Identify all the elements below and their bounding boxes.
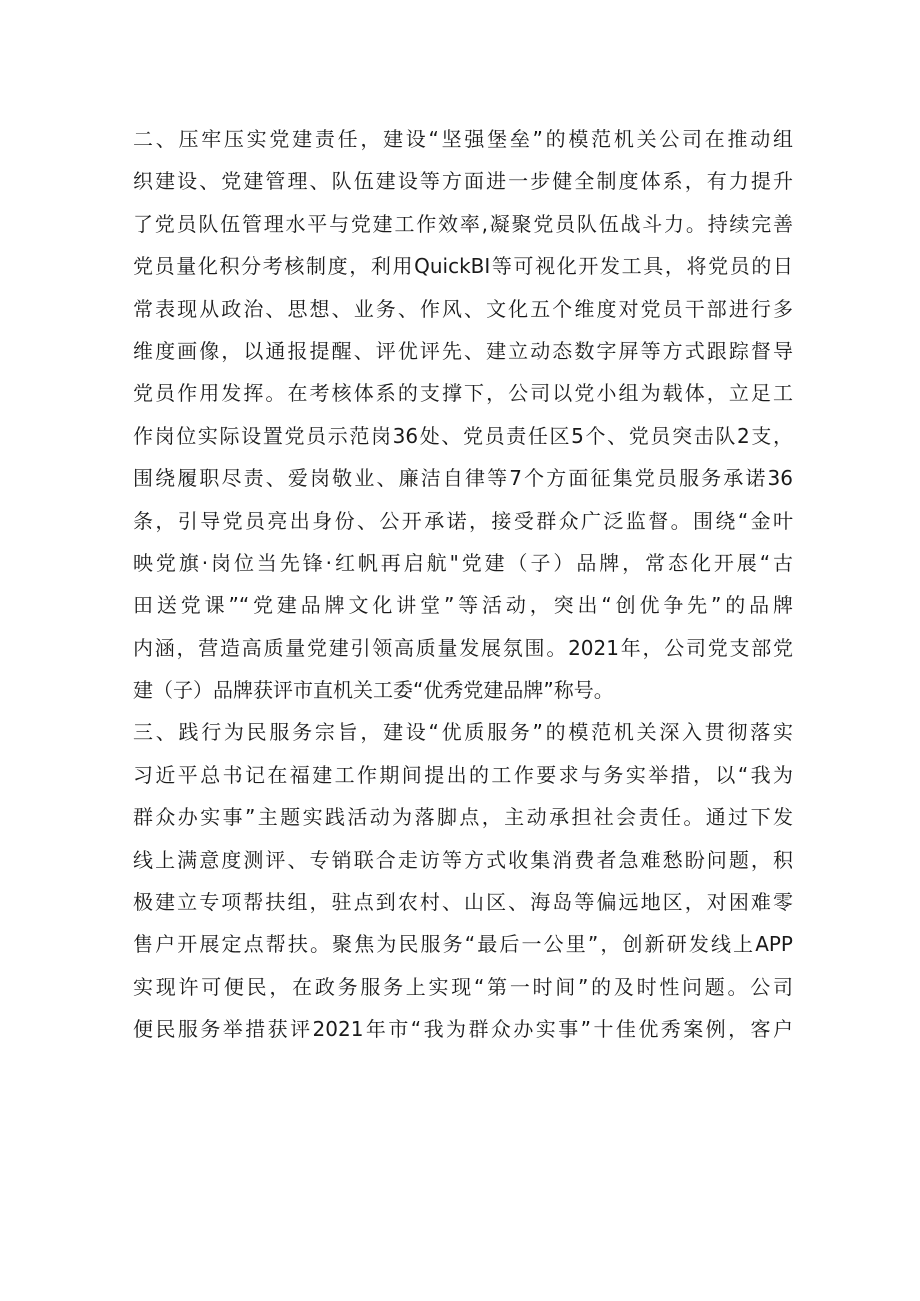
text-line: 二、压牢压实党建责任，建设“坚强堡垒”的模范机关公司在推动组 [133, 127, 793, 151]
text-line: 常表现从政治、思想、业务、作风、文化五个维度对党员干部进行多 [133, 296, 793, 321]
text-line: 维度画像，以通报提醒、评优评先、建立动态数字屏等方式跟踪督导 [133, 338, 793, 363]
text-line: 极建立专项帮扶组，驻点到农村、山区、海岛等偏远地区，对困难零 [133, 890, 793, 915]
text-line: 党员量化积分考核制度，利用QuickBI等可视化开发工具，将党员的日 [133, 254, 793, 279]
text-line: 便民服务举措获评2021年市“我为群众办实事”十佳优秀案例，客户 [133, 1017, 793, 1042]
text-line: 党员作用发挥。在考核体系的支撑下，公司以党小组为载体，立足工 [133, 381, 793, 406]
paragraph-public-service [133, 711, 793, 1050]
paragraph-party-building [133, 118, 793, 711]
text-line: 线上满意度测评、专销联合走访等方式收集消费者急难愁盼问题，积 [133, 847, 793, 872]
text-line: 作岗位实际设置党员示范岗36处、党员责任区5个、党员突击队2支， [133, 423, 793, 448]
text-line: 群众办实事”主题实践活动为落脚点，主动承担社会责任。通过下发 [133, 805, 793, 830]
text-line: 三、践行为民服务宗旨，建设“优质服务”的模范机关深入贯彻落实 [133, 720, 793, 745]
text-line: 了党员队伍管理水平与党建工作效率,凝聚党员队伍战斗力。持续完善 [133, 211, 793, 236]
text-line: 映党旗·岗位当先锋·红帆再启航"党建（子）品牌，常态化开展“古 [133, 550, 793, 575]
text-line: 田送党课”“党建品牌文化讲堂”等活动，突出“创优争先”的品牌 [133, 593, 793, 618]
text-line: 织建设、党建管理、队伍建设等方面进一步健全制度体系，有力提升 [133, 169, 793, 194]
text-line: 内涵，营造高质量党建引领高质量发展氛围。2021年，公司党支部党 [133, 635, 793, 660]
text-line: 条，引导党员亮出身份、公开承诺，接受群众广泛监督。围绕“金叶 [133, 508, 793, 533]
text-line: 售户开展定点帮扶。聚焦为民服务“最后一公里”，创新研发线上APP [133, 932, 793, 957]
text-line: 围绕履职尽责、爱岗敬业、廉洁自律等7个方面征集党员服务承诺36 [133, 466, 793, 491]
text-line: 实现许可便民，在政务服务上实现“第一时间”的及时性问题。公司 [133, 974, 793, 999]
text-line: 建（子）品牌获评市直机关工委“优秀党建品牌”称号。 [133, 678, 614, 703]
text-line: 习近平总书记在福建工作期间提出的工作要求与务实举措，以“我为 [133, 762, 793, 787]
document-body [133, 118, 793, 1051]
